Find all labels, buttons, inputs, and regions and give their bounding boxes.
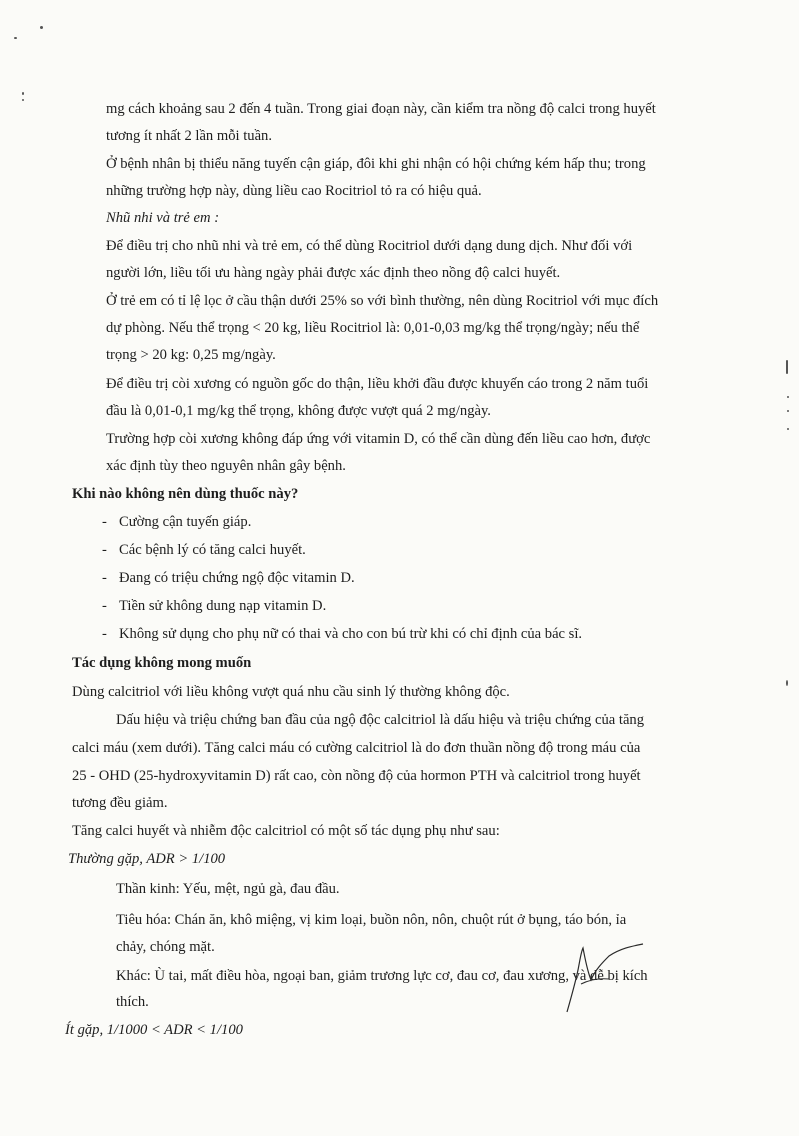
contraindications-heading: Khi nào không nên dùng thuốc này?	[72, 486, 299, 502]
scan-speck	[787, 428, 789, 430]
paragraph-line: tương đều giảm.	[72, 795, 168, 811]
scan-speck	[786, 360, 788, 374]
common-heading: Thường gặp, ADR > 1/100	[68, 851, 226, 867]
signature-mark	[545, 940, 645, 1020]
scan-speck	[786, 680, 788, 686]
list-bullet: -	[102, 570, 107, 586]
paragraph-line: Để điều trị cho nhũ nhi và trẻ em, có thể dùng Rocitriol dưới dạng dung dịch. Như đối với	[106, 238, 633, 254]
paragraph-line: dự phòng. Nếu thể trọng < 20 kg, liều Rocitriol là: 0,01-0,03 mg/kg thể trọng/ngày; nếu thể	[106, 320, 640, 336]
paragraph-line: Ở bệnh nhân bị thiểu năng tuyến cận giáp, đôi khi ghi nhận có hội chứng kém hấp thu; trong	[106, 156, 646, 172]
paragraph-line: trọng > 20 kg: 0,25 mg/ngày.	[106, 347, 276, 363]
effect-other-cont: thích.	[116, 994, 149, 1010]
list-bullet: -	[102, 542, 107, 558]
effect-neuro: Thần kinh: Yếu, mệt, ngủ gà, đau đầu.	[116, 881, 340, 897]
paragraph-line: calci máu (xem dưới). Tăng calci máu có cường calcitriol là do đơn thuần nồng độ trong máu của	[72, 740, 641, 756]
list-item: Tiền sử không dung nạp vitamin D.	[119, 598, 327, 614]
scan-speck	[22, 92, 24, 95]
paragraph-line: đầu là 0,01-0,1 mg/kg thể trọng, không được vượt quá 2 mg/ngày.	[106, 403, 491, 419]
side-effects-heading: Tác dụng không mong muốn	[72, 655, 252, 671]
list-item: Cường cận tuyến giáp.	[119, 514, 252, 530]
scan-speck	[787, 396, 789, 398]
paragraph-line: mg cách khoảng sau 2 đến 4 tuần. Trong giai đoạn này, cần kiểm tra nồng độ calci trong huyết	[106, 101, 656, 117]
paragraph-line: Dùng calcitriol với liều không vượt quá nhu cầu sinh lý thường không độc.	[72, 684, 510, 700]
paragraph-line: người lớn, liều tối ưu hàng ngày phải được xác định theo nồng độ calci huyết.	[106, 265, 561, 281]
paragraph-line: Dấu hiệu và triệu chứng ban đầu của ngộ độc calcitriol là dấu hiệu và triệu chứng của tăng	[116, 712, 645, 728]
scan-speck	[787, 410, 789, 412]
paragraph-line: 25 - OHD (25-hydroxyvitamin D) rất cao, còn nồng độ của hormon PTH và calcitriol trong huyết	[72, 768, 641, 784]
subheading-infants: Nhũ nhi và trẻ em :	[106, 210, 220, 226]
list-bullet: -	[102, 598, 107, 614]
effect-other: Khác: Ù tai, mất điều hòa, ngoại ban, giảm trương lực cơ, đau cơ, đau xương, và dễ bị kích	[116, 968, 648, 984]
list-bullet: -	[102, 514, 107, 530]
list-item: Đang có triệu chứng ngộ độc vitamin D.	[119, 570, 355, 586]
paragraph-line: xác định tùy theo nguyên nhân gây bệnh.	[106, 458, 346, 474]
scan-speck	[14, 37, 17, 39]
scan-speck	[40, 26, 43, 29]
paragraph-line: những trường hợp này, dùng liều cao Rocitriol tỏ ra có hiệu quả.	[106, 183, 482, 199]
paragraph-line: Tăng calci huyết và nhiễm độc calcitriol có một số tác dụng phụ như sau:	[72, 823, 500, 839]
effect-gi-cont: chảy, chóng mặt.	[116, 939, 215, 955]
paragraph-line: Ở trẻ em có tỉ lệ lọc ở cầu thận dưới 25% so với bình thường, nên dùng Rocitriol với mục đích	[106, 293, 659, 309]
effect-gi: Tiêu hóa: Chán ăn, khô miệng, vị kim loại, buồn nôn, nôn, chuột rút ở bụng, táo bón, ỉa	[116, 912, 627, 928]
paragraph-line: Để điều trị còi xương có nguồn gốc do thận, liều khởi đầu được khuyến cáo trong 2 năm tuổi	[106, 376, 649, 392]
paragraph-line: Trường hợp còi xương không đáp ứng với vitamin D, có thể cần dùng đến liều cao hơn, được	[106, 431, 651, 447]
uncommon-heading: Ít gặp, 1/1000 < ADR < 1/100	[65, 1022, 243, 1038]
list-item: Các bệnh lý có tăng calci huyết.	[119, 542, 306, 558]
list-item: Không sử dụng cho phụ nữ có thai và cho con bú trừ khi có chỉ định của bác sĩ.	[119, 626, 583, 642]
paragraph-line: tương ít nhất 2 lần mỗi tuần.	[106, 128, 273, 144]
scan-speck	[22, 99, 24, 101]
list-bullet: -	[102, 626, 107, 642]
